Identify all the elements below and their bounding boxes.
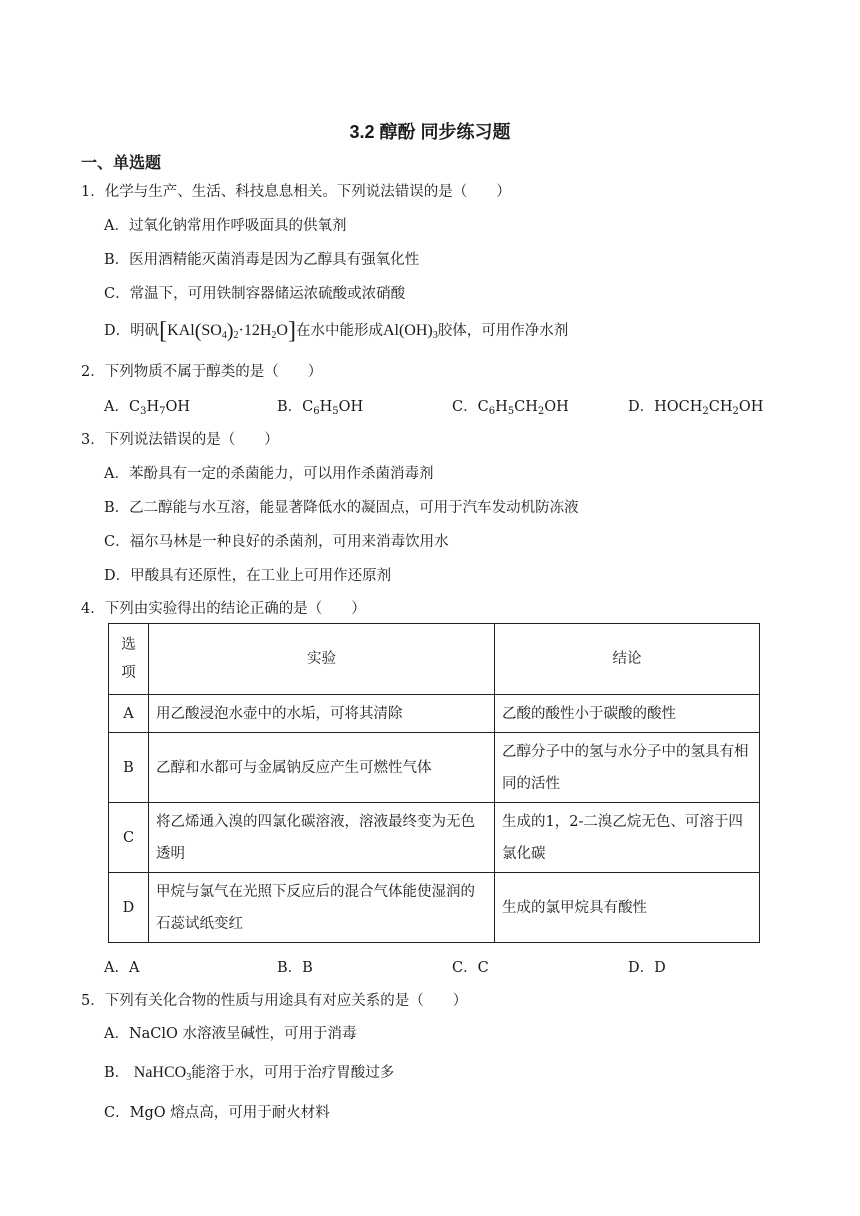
question-1-option-a: A．过氧化钠常用作呼吸面具的供氧剂 bbox=[104, 218, 347, 234]
question-1-option-d-suffix: 胶体，可用作净水剂 bbox=[437, 323, 569, 339]
table-row bbox=[109, 733, 760, 803]
question-3-option-d: D．甲酸具有还原性，在工业上可用作还原剂 bbox=[104, 568, 392, 584]
question-4-option-d: D．D bbox=[628, 960, 666, 976]
row-conclusion: 乙醇分子中的氢与水分子中的氢具有相同的活性 bbox=[495, 733, 760, 803]
row-conclusion: 乙酸的酸性小于碳酸的酸性 bbox=[495, 695, 760, 733]
row-experiment: 乙醇和水都可与金属钠反应产生可燃性气体 bbox=[149, 733, 495, 803]
aluminum-hydroxide-formula: $Al(OH)_3$ bbox=[382, 322, 438, 341]
row-conclusion: 生成的氯甲烷具有酸性 bbox=[495, 873, 760, 943]
row-option: C bbox=[109, 803, 149, 873]
question-2-option-d: D．$HOCH_2CH_2OH$ bbox=[628, 399, 764, 417]
question-1-stem: 1．化学与生产、生活、科技息息相关。下列说法错误的是（ ） bbox=[81, 184, 511, 200]
experiment-table bbox=[108, 623, 760, 943]
question-4-option-c: C．C bbox=[452, 960, 489, 976]
header-option: 选项 bbox=[109, 624, 149, 695]
page-title: 3.2 醇酚 同步练习题 bbox=[349, 122, 511, 142]
question-1-option-d-mid: 在水中能形成 bbox=[295, 323, 383, 339]
row-conclusion: 生成的1，2-二溴乙烷无色、可溶于四氯化碳 bbox=[495, 803, 760, 873]
question-5-option-a: A．NaClO 水溶液呈碱性，可用于消毒 bbox=[104, 1026, 357, 1042]
table-header-row bbox=[109, 624, 760, 695]
question-3-option-a: A．苯酚具有一定的杀菌能力，可以用作杀菌消毒剂 bbox=[104, 466, 434, 482]
question-2-option-a: A．$C_3H_7OH$ bbox=[104, 399, 191, 417]
question-1-option-c: C．常温下，可用铁制容器储运浓硫酸或浓硝酸 bbox=[104, 286, 406, 302]
question-2-option-c: C．$C_6H_5CH_2OH$ bbox=[452, 399, 569, 417]
question-2-stem: 2．下列物质不属于醇类的是（ ） bbox=[81, 364, 323, 380]
row-experiment: 用乙酸浸泡水壶中的水垢，可将其清除 bbox=[149, 695, 495, 733]
question-4-option-b: B．B bbox=[277, 960, 313, 976]
question-4-stem: 4．下列由实验得出的结论正确的是（ ） bbox=[81, 601, 366, 617]
row-experiment: 将乙烯通入溴的四氯化碳溶液，溶液最终变为无色透明 bbox=[149, 803, 495, 873]
table-row bbox=[109, 695, 760, 733]
header-conclusion: 结论 bbox=[495, 624, 760, 695]
question-4-option-a: A．A bbox=[104, 960, 140, 976]
question-3-option-b: B．乙二醇能与水互溶，能显著降低水的凝固点，可用于汽车发动机防冻液 bbox=[104, 500, 579, 516]
question-3-stem: 3．下列说法错误的是（ ） bbox=[81, 432, 279, 448]
alum-formula: $[KAl(SO_4)_2\cdot 12H_2O]$ bbox=[159, 318, 296, 344]
row-option: D bbox=[109, 873, 149, 943]
question-5-stem: 5．下列有关化合物的性质与用途具有对应关系的是（ ） bbox=[81, 993, 468, 1009]
row-experiment: 甲烷与氯气在光照下反应后的混合气体能使湿润的石蕊试纸变红 bbox=[149, 873, 495, 943]
question-1-option-d bbox=[104, 318, 569, 344]
header-experiment: 实验 bbox=[149, 624, 495, 695]
row-option: B bbox=[109, 733, 149, 803]
question-3-option-c: C．福尔马林是一种良好的杀菌剂，可用来消毒饮用水 bbox=[104, 534, 449, 550]
table-row bbox=[109, 873, 760, 943]
section-heading: 一、单选题 bbox=[81, 155, 162, 172]
row-option: A bbox=[109, 695, 149, 733]
question-2-option-b: B．$C_6H_5OH$ bbox=[277, 399, 364, 417]
question-5-option-b: B． NaHCO$_3$能溶于水，可用于治疗胃酸过多 bbox=[104, 1064, 395, 1083]
table-row bbox=[109, 803, 760, 873]
question-1-option-b: B．医用酒精能灭菌消毒是因为乙醇具有强氧化性 bbox=[104, 252, 420, 268]
question-1-option-d-prefix: D．明矾 bbox=[104, 323, 160, 339]
sodium-bicarbonate-formula: NaHCO$_3$ bbox=[133, 1064, 192, 1083]
question-5-option-c: C．MgO 熔点高，可用于耐火材料 bbox=[104, 1105, 330, 1121]
